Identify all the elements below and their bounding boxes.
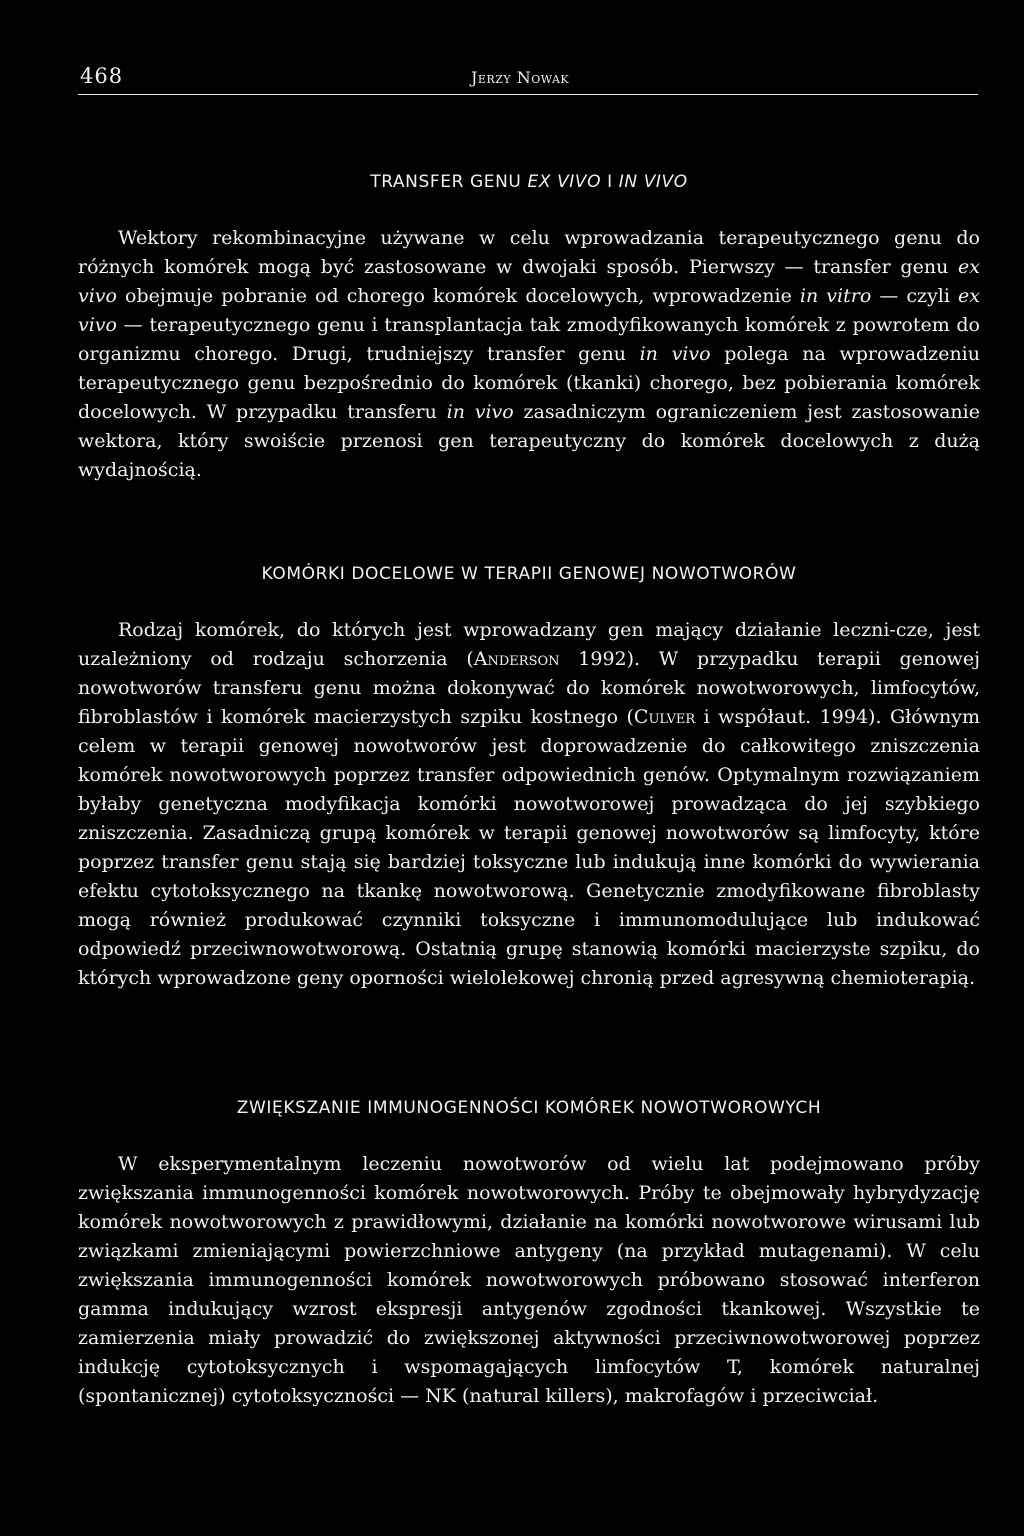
italic-run: in vivo xyxy=(446,401,514,423)
body-paragraph: W eksperymentalnym leczeniu nowotworów od wielu lat podejmowano próby zwiększania immunogenności komórek nowotworowych. Próby te obejmowały hybrydyzację komórek nowotworowych z prawidłowymi, działanie na komórki nowotworowe wirusami lub związkami zmieniającymi powierzchniowe antygeny (na przykład mutagenami). W celu zwiększania immunogenności komórek nowotworowych próbowano stosować interferon gamma indukujący wzrost ekspresji antygenów zgodności tkankowej. Wszystkie te zamierzenia miały prowadzić do zwiększonej aktywności przeciwnowotworowej poprzez indukcję cytotoksycznych i wspomagających limfocytów T, komórek naturalnej (spontanicznej) cytotoksyczności — NK (natural killers), makrofagów i przeciwciał. xyxy=(78,1153,980,1407)
heading-part-italic: EX VIVO xyxy=(527,172,602,192)
text-run: i współaut. 1994). Głównym celem w terapii genowej nowotworów jest doprowadzenie do całkowitego zniszczenia komórek nowotworowych poprzez transfer odpowiednich genów. Optymalnym rozwiązaniem byłaby genetyczna modyfikacja komórki nowotworowej prowadząca do jej szybkiego zniszczenia. Zasadniczą grupą komórek w terapii genowej nowotworów są limfocyty, które poprzez transfer genu stają się bardziej toksyczne lub indukują inne komórki do wywierania efektu cytotoksycznego na tkankę nowotworową. Genetycznie zmodyfikowane fibroblasty mogą również produkować czynniki toksyczne i immunomodulujące lub indukować odpowiedź przeciwnowotworową. Ostatnią grupę stanowią komórki macierzyste szpiku, do których wprowadzone geny oporności wielolekowej chronią przed agresywną chemioterapią. xyxy=(78,706,980,989)
italic-run: in vitro xyxy=(799,285,872,307)
section-heading: KOMÓRKI DOCELOWE W TERAPII GENOWEJ NOWOTWORÓW xyxy=(261,564,797,584)
citation-author: Anderson xyxy=(473,648,560,670)
text-run: Rodzaj komórek, do których jest wprowadzany gen mający działanie leczni-cze, jest uzależniony od rodzaju schorzenia ( xyxy=(78,619,980,670)
italic-run: ex vivo xyxy=(78,256,980,307)
citation-author: Culver xyxy=(633,706,696,728)
page-header xyxy=(78,62,978,95)
running-head-author: Jerzy Nowak xyxy=(471,68,570,87)
heading-part: TRANSFER GENU xyxy=(370,172,528,192)
body-paragraph xyxy=(78,224,980,485)
text-run: zasadniczym ograniczeniem jest zastosowanie wektora, który swoiście przenosi gen terapeutyczny do komórek docelowych z dużą wydajnością. xyxy=(78,401,980,481)
section-immunogennosc xyxy=(78,1098,980,1411)
section-heading xyxy=(78,172,980,192)
text-run: obejmuje pobranie od chorego komórek docelowych, wprowadzenie xyxy=(116,285,800,307)
text-run: Wektory rekombinacyjne używane w celu wprowadzania terapeutycznego genu do różnych komórek mogą być zastosowane w dwojaki sposób. Pierwszy — transfer genu xyxy=(78,227,980,278)
text-run: — czyli xyxy=(871,285,959,307)
text-run: 1992). W przypadku terapii genowej nowotworów transferu genu można dokonywać do komórek nowotworowych, limfocytów, fibroblastów i komórek macierzystych szpiku kostnego ( xyxy=(78,648,981,728)
body-paragraph xyxy=(78,616,980,993)
heading-part: I xyxy=(601,172,619,192)
section-heading: ZWIĘKSZANIE IMMUNOGENNOŚCI KOMÓREK NOWOTWOROWYCH xyxy=(236,1098,822,1118)
italic-run: ex vivo xyxy=(78,285,980,336)
italic-run: in vivo xyxy=(639,343,711,365)
heading-part-italic: IN VIVO xyxy=(618,172,688,192)
section-komorki-docelowe xyxy=(78,564,980,993)
text-run: polega na wprowadzeniu terapeutycznego genu bezpośrednio do komórek (tkanki) chorego, bez pobierania komórek docelowych. W przypadku transferu xyxy=(78,343,980,423)
section-transfer-genu xyxy=(78,172,980,485)
text-run: — terapeutycznego genu i transplantacja tak zmodyfikowanych komórek z powrotem do organizmu chorego. Drugi, trudniejszy transfer genu xyxy=(78,314,980,365)
page-number: 468 xyxy=(80,64,124,88)
